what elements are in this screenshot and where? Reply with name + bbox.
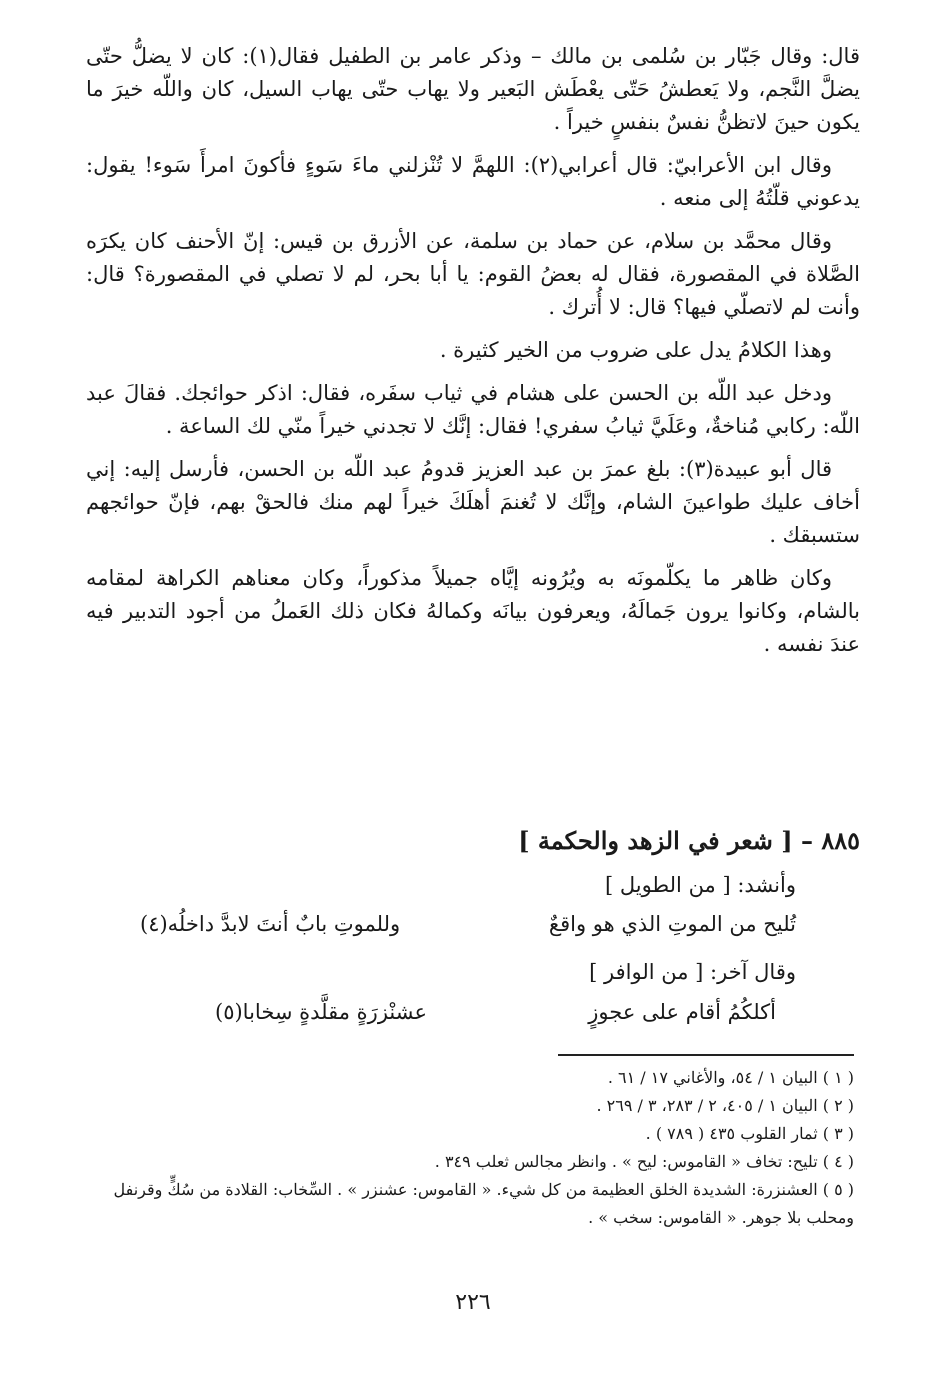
- footnote: ( ٤ ) تليح: تخاف « القاموس: ليح » . وانظر مجالس ثعلب ٣٤٩ .: [434, 1152, 854, 1171]
- verse-hemistich-first: أكلكُمُ أقام على عجوزٍ: [588, 1000, 776, 1024]
- verse-hemistich-first: تُليح من الموتِ الذي هو واقعٌ: [548, 912, 796, 936]
- paragraph: ودخل عبد اللّه بن الحسن على هشام في ثياب سفَره، فقال: اذكر حوائجك. فقالَ عبد اللّه: ركابي مُناخةٌ، وعَلَيَّ ثيابُ سفري! فقال: إنَّك لا تجدني خيراً منّي لك الساعة .: [86, 381, 860, 438]
- section-heading: ٨٨٥ – [ شعر في الزهد والحكمة ]: [518, 826, 860, 855]
- main-text: [86, 40, 860, 671]
- footnote: ( ١ ) البيان ١ / ٥٤، والأغاني ١٧ / ٦١ .: [607, 1068, 854, 1087]
- verse-intro: وأنشد: [ من الطويل ]: [604, 873, 796, 897]
- page-number: ٢٢٦: [455, 1290, 491, 1315]
- paragraph: وكان ظاهر ما يكلّمونَه به ويُرُونه إيَّاه جميلاً مذكوراً، وكان معناهم الكراهة لمقامه بالشام، وكانوا يرون جَمالَهُ، ويعرفون بيانَه وكمالهُ فكان ذلك العَملُ من أجود التدبير فيه عندَ نفسه .: [86, 566, 861, 656]
- footnote: ( ٢ ) البيان ١ / ٤٠٥، ٢ / ٢٨٣، ٣ / ٢٦٩ .: [596, 1096, 854, 1115]
- verse-hemistich-second: وللموتِ بابٌ أنتَ لابدَّ داخلُه(٤): [140, 912, 401, 936]
- footnote-divider: [558, 1054, 854, 1056]
- paragraph: قال أبو عبيدة(٣): بلغ عمرَ بن عبد العزيز قدومُ عبد اللّه بن الحسن، فأرسل إليه: إني أخاف عليك طواعينَ الشام، وإنَّك لا تُغنمَ أهلَكَ خيراً لهم منك فالحقْ بهم، فإنّ حوائجهم ستسبقك .: [86, 457, 860, 547]
- paragraph: وقال محمَّد بن سلام، عن حماد بن سلمة، عن الأزرق بن قيس: إنّ الأحنف كان يكرَه الصَّلاة في المقصورة، فقال له بعضُ القوم: يا أبا بحر، لم لا تصلي في المقصورة؟ قال: وأنت لم لاتصلّي فيها؟ قال: لا أُترك .: [86, 229, 860, 319]
- verse-hemistich-second: عشنْزرَةٍ مقلَّدةٍ سِخابا(٥): [215, 1000, 428, 1024]
- footnotes: [92, 1064, 854, 1232]
- paragraph: وقال ابن الأعرابيّ: قال أعرابي(٢): اللهمَّ لا تُنْزلني ماءَ سَوءٍ فأكونَ امرأَ سَوء! يقول: يدعوني قلّتُهُ إلى منعه .: [86, 153, 860, 210]
- verse-intro: وقال آخر: [ من الوافر ]: [589, 960, 796, 984]
- paragraph: قال: وقال جَبّار بن سُلمى بن مالك – وذكر عامر بن الطفيل فقال(١): كان لا يضلُّ حتّى يضلَّ النَّجم، ولا يَعطشُ حَتّى يعْطَش البَعير ولا يهاب حتّى يهاب السيل، كان واللّه خيرَ ما يكون حينَ لاتظنُّ نفسٌ بنفسٍ خيراً .: [86, 44, 860, 134]
- footnote: ( ٥ ) العشنزرة: الشديدة الخلق العظيمة من كل شيء. « القاموس: عشنزر » . السِّخاب: القلادة من سُكٍّ وقرنفل ومحلب بلا جوهر. « القاموس: سخب » .: [113, 1180, 854, 1227]
- footnote: ( ٣ ) ثمار القلوب ٤٣٥ ( ٧٨٩ ) .: [645, 1124, 854, 1143]
- paragraph: وهذا الكلامُ يدل على ضروب من الخير كثيرة .: [439, 338, 832, 362]
